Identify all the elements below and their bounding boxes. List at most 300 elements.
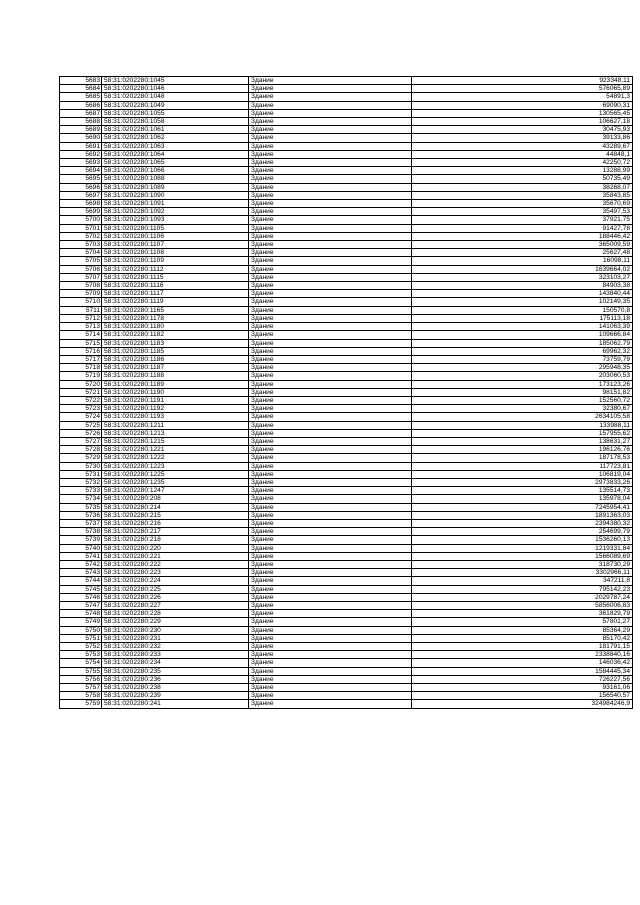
table-row	[60, 659, 633, 667]
cadastral-number-cell: 58:31:0202280:1119	[102, 298, 249, 306]
row-number-cell: 5719	[60, 372, 102, 380]
row-number-cell: 5709	[60, 290, 102, 298]
cadastral-number-cell: 58:31:0202280:1048	[102, 93, 249, 101]
cadastral-value-cell: 30475,93	[412, 126, 633, 134]
table-row	[60, 602, 633, 610]
cadastral-value-cell: 37921,75	[412, 216, 633, 224]
object-type-cell: Здание	[249, 675, 412, 683]
row-number-cell: 5708	[60, 282, 102, 290]
object-type-cell: Здание	[249, 118, 412, 126]
cadastral-value-cell: 152560,72	[412, 396, 633, 404]
cadastral-value-cell: 138631,27	[412, 437, 633, 445]
row-number-cell: 5704	[60, 249, 102, 257]
cadastral-value-cell: 1219331,84	[412, 544, 633, 552]
object-type-cell: Здание	[249, 355, 412, 363]
row-number-cell: 5755	[60, 667, 102, 675]
object-type-cell: Здание	[249, 659, 412, 667]
object-type-cell: Здание	[249, 265, 412, 273]
row-number-cell: 5688	[60, 118, 102, 126]
object-type-cell: Здание	[249, 396, 412, 404]
row-number-cell: 5705	[60, 257, 102, 265]
cadastral-value-cell: 44848,1	[412, 150, 633, 158]
cadastral-number-cell: 58:31:0202280:230	[102, 626, 249, 634]
cadastral-value-cell: 73759,79	[412, 355, 633, 363]
cadastral-value-cell: 91427,78	[412, 224, 633, 232]
row-number-cell: 5693	[60, 159, 102, 167]
cadastral-value-cell: 188446,42	[412, 232, 633, 240]
cadastral-number-cell: 58:31:0202280:216	[102, 519, 249, 527]
table-row	[60, 77, 633, 85]
cadastral-number-cell: 58:31:0202280:1062	[102, 134, 249, 142]
table-row	[60, 396, 633, 404]
cadastral-value-cell: 203060,53	[412, 372, 633, 380]
object-type-cell: Здание	[249, 134, 412, 142]
row-number-cell: 5722	[60, 396, 102, 404]
cadastral-number-cell: 58:31:0202280:1089	[102, 183, 249, 191]
row-number-cell: 5733	[60, 487, 102, 495]
row-number-cell: 5689	[60, 126, 102, 134]
table-row	[60, 478, 633, 486]
cadastral-number-cell: 58:31:0202280:1235	[102, 478, 249, 486]
table-row	[60, 528, 633, 536]
table-row	[60, 405, 633, 413]
row-number-cell: 5759	[60, 700, 102, 708]
row-number-cell: 5726	[60, 429, 102, 437]
object-type-cell: Здание	[249, 585, 412, 593]
cadastral-number-cell: 58:31:0202280:1188	[102, 372, 249, 380]
object-type-cell: Здание	[249, 495, 412, 503]
object-type-cell: Здание	[249, 560, 412, 568]
table-row	[60, 536, 633, 544]
table-row	[60, 667, 633, 675]
row-number-cell: 5729	[60, 454, 102, 462]
row-number-cell: 5739	[60, 536, 102, 544]
table-row	[60, 298, 633, 306]
object-type-cell: Здание	[249, 249, 412, 257]
object-type-cell: Здание	[249, 618, 412, 626]
row-number-cell: 5691	[60, 142, 102, 150]
table-row	[60, 232, 633, 240]
cadastral-number-cell: 58:31:0202280:1213	[102, 429, 249, 437]
table-row	[60, 651, 633, 659]
cadastral-number-cell: 58:31:0202280:1108	[102, 249, 249, 257]
cadastral-number-cell: 58:31:0202280:1187	[102, 364, 249, 372]
cadastral-number-cell: 58:31:0202280:228	[102, 610, 249, 618]
cadastral-number-cell: 58:31:0202280:208	[102, 495, 249, 503]
table-row	[60, 692, 633, 700]
cadastral-value-cell: 1584445,34	[412, 667, 633, 675]
table-row	[60, 249, 633, 257]
cadastral-number-cell: 58:31:0202280:1066	[102, 167, 249, 175]
table-row	[60, 470, 633, 478]
row-number-cell: 5725	[60, 421, 102, 429]
row-number-cell: 5683	[60, 77, 102, 85]
cadastral-number-cell: 58:31:0202280:1193	[102, 413, 249, 421]
cadastral-value-cell: 130565,45	[412, 109, 633, 117]
row-number-cell: 5699	[60, 208, 102, 216]
object-type-cell: Здание	[249, 109, 412, 117]
document-sheet	[59, 76, 633, 709]
cadastral-number-cell: 58:31:0202280:1064	[102, 150, 249, 158]
row-number-cell: 5696	[60, 183, 102, 191]
cadastral-number-cell: 58:31:0202280:1189	[102, 380, 249, 388]
cadastral-number-cell: 58:31:0202280:1190	[102, 388, 249, 396]
cadastral-value-cell: 923348,11	[412, 77, 633, 85]
object-type-cell: Здание	[249, 413, 412, 421]
cadastral-number-cell: 58:31:0202280:1182	[102, 331, 249, 339]
cadastral-value-cell: 2338840,16	[412, 651, 633, 659]
object-type-cell: Здание	[249, 232, 412, 240]
object-type-cell: Здание	[249, 142, 412, 150]
table-row	[60, 290, 633, 298]
object-type-cell: Здание	[249, 634, 412, 642]
cadastral-value-cell: 35497,53	[412, 208, 633, 216]
object-type-cell: Здание	[249, 208, 412, 216]
cadastral-number-cell: 58:31:0202280:1178	[102, 314, 249, 322]
cadastral-value-cell: 135978,04	[412, 495, 633, 503]
table-row	[60, 93, 633, 101]
cadastral-value-cell: 175113,18	[412, 314, 633, 322]
object-type-cell: Здание	[249, 183, 412, 191]
cadastral-number-cell: 58:31:0202280:1107	[102, 241, 249, 249]
object-type-cell: Здание	[249, 323, 412, 331]
cadastral-number-cell: 58:31:0202280:1091	[102, 200, 249, 208]
object-type-cell: Здание	[249, 593, 412, 601]
row-number-cell: 5715	[60, 339, 102, 347]
cadastral-value-cell: 50735,49	[412, 175, 633, 183]
object-type-cell: Здание	[249, 643, 412, 651]
cadastral-value-cell: 726227,56	[412, 675, 633, 683]
cadastral-value-cell: 35843,85	[412, 191, 633, 199]
object-type-cell: Здание	[249, 372, 412, 380]
object-type-cell: Здание	[249, 159, 412, 167]
cadastral-value-cell: 32380,67	[412, 405, 633, 413]
row-number-cell: 5702	[60, 232, 102, 240]
table-row	[60, 265, 633, 273]
cadastral-value-cell: 576065,89	[412, 85, 633, 93]
cadastral-value-cell: 69090,31	[412, 101, 633, 109]
table-row	[60, 134, 633, 142]
cadastral-number-cell: 58:31:0202280:1165	[102, 306, 249, 314]
row-number-cell: 5723	[60, 405, 102, 413]
cadastral-value-cell: 173123,26	[412, 380, 633, 388]
cadastral-number-cell: 58:31:0202280:1058	[102, 118, 249, 126]
cadastral-value-cell: 2029787,24	[412, 593, 633, 601]
table-row	[60, 282, 633, 290]
table-row	[60, 634, 633, 642]
cadastral-value-cell: 38268,07	[412, 183, 633, 191]
row-number-cell: 5741	[60, 552, 102, 560]
object-type-cell: Здание	[249, 569, 412, 577]
object-type-cell: Здание	[249, 536, 412, 544]
cadastral-number-cell: 58:31:0202280:214	[102, 503, 249, 511]
row-number-cell: 5732	[60, 478, 102, 486]
cadastral-value-cell: 13288,99	[412, 167, 633, 175]
row-number-cell: 5686	[60, 101, 102, 109]
table-row	[60, 273, 633, 281]
cadastral-number-cell: 58:31:0202280:1093	[102, 216, 249, 224]
row-number-cell: 5742	[60, 560, 102, 568]
cadastral-value-cell: 146036,42	[412, 659, 633, 667]
row-number-cell: 5749	[60, 618, 102, 626]
table-row	[60, 585, 633, 593]
cadastral-value-cell: 7245954,41	[412, 503, 633, 511]
table-row	[60, 552, 633, 560]
row-number-cell: 5703	[60, 241, 102, 249]
row-number-cell: 5746	[60, 593, 102, 601]
table-row	[60, 610, 633, 618]
cadastral-value-cell: 85170,42	[412, 634, 633, 642]
object-type-cell: Здание	[249, 331, 412, 339]
cadastral-value-cell: 16098,11	[412, 257, 633, 265]
row-number-cell: 5736	[60, 511, 102, 519]
cadastral-number-cell: 58:31:0202280:238	[102, 684, 249, 692]
cadastral-value-cell: 295948,35	[412, 364, 633, 372]
cadastral-value-cell: 2394380,32	[412, 519, 633, 527]
row-number-cell: 5724	[60, 413, 102, 421]
cadastral-number-cell: 58:31:0202280:1225	[102, 470, 249, 478]
cadastral-number-cell: 58:31:0202280:226	[102, 593, 249, 601]
table-row	[60, 421, 633, 429]
cadastral-number-cell: 58:31:0202280:225	[102, 585, 249, 593]
cadastral-number-cell: 58:31:0202280:1186	[102, 355, 249, 363]
cadastral-number-cell: 58:31:0202280:1055	[102, 109, 249, 117]
object-type-cell: Здание	[249, 446, 412, 454]
row-number-cell: 5737	[60, 519, 102, 527]
cadastral-value-cell: 102149,35	[412, 298, 633, 306]
object-type-cell: Здание	[249, 273, 412, 281]
table-row	[60, 495, 633, 503]
row-number-cell: 5697	[60, 191, 102, 199]
cadastral-value-cell: 117723,81	[412, 462, 633, 470]
table-row	[60, 618, 633, 626]
table-row	[60, 560, 633, 568]
cadastral-value-cell: 5856006,83	[412, 602, 633, 610]
table-row	[60, 569, 633, 577]
row-number-cell: 5717	[60, 355, 102, 363]
table-row	[60, 183, 633, 191]
cadastral-value-cell: 135514,73	[412, 487, 633, 495]
object-type-cell: Здание	[249, 298, 412, 306]
row-number-cell: 5716	[60, 347, 102, 355]
cadastral-value-cell: 98151,82	[412, 388, 633, 396]
object-type-cell: Здание	[249, 610, 412, 618]
object-type-cell: Здание	[249, 429, 412, 437]
object-type-cell: Здание	[249, 478, 412, 486]
object-type-cell: Здание	[249, 511, 412, 519]
cadastral-number-cell: 58:31:0202280:236	[102, 675, 249, 683]
cadastral-value-cell: 157955,62	[412, 429, 633, 437]
cadastral-value-cell: 1536260,13	[412, 536, 633, 544]
object-type-cell: Здание	[249, 487, 412, 495]
table-row	[60, 142, 633, 150]
object-type-cell: Здание	[249, 454, 412, 462]
row-number-cell: 5744	[60, 577, 102, 585]
row-number-cell: 5690	[60, 134, 102, 142]
table-row	[60, 175, 633, 183]
cadastral-number-cell: 58:31:0202280:1222	[102, 454, 249, 462]
cadastral-number-cell: 58:31:0202280:1185	[102, 347, 249, 355]
table-row	[60, 126, 633, 134]
cadastral-value-cell: 143840,44	[412, 290, 633, 298]
row-number-cell: 5707	[60, 273, 102, 281]
cadastral-value-cell: 323103,27	[412, 273, 633, 281]
cadastral-value-cell: 150570,8	[412, 306, 633, 314]
table-row	[60, 339, 633, 347]
row-number-cell: 5757	[60, 684, 102, 692]
object-type-cell: Здание	[249, 282, 412, 290]
cadastral-number-cell: 58:31:0202280:1115	[102, 273, 249, 281]
object-type-cell: Здание	[249, 167, 412, 175]
cadastral-value-cell: 347211,8	[412, 577, 633, 585]
cadastral-number-cell: 58:31:0202280:233	[102, 651, 249, 659]
cadastral-value-cell: 795142,23	[412, 585, 633, 593]
object-type-cell: Здание	[249, 667, 412, 675]
table-row	[60, 355, 633, 363]
cadastral-number-cell: 58:31:0202280:1109	[102, 257, 249, 265]
row-number-cell: 5753	[60, 651, 102, 659]
cadastral-value-cell: 181791,15	[412, 643, 633, 651]
table-row	[60, 331, 633, 339]
table-row	[60, 150, 633, 158]
object-type-cell: Здание	[249, 257, 412, 265]
table-row	[60, 314, 633, 322]
object-type-cell: Здание	[249, 577, 412, 585]
row-number-cell: 5710	[60, 298, 102, 306]
cadastral-number-cell: 58:31:0202280:1061	[102, 126, 249, 134]
table-row	[60, 413, 633, 421]
row-number-cell: 5743	[60, 569, 102, 577]
object-type-cell: Здание	[249, 216, 412, 224]
table-row	[60, 208, 633, 216]
cadastral-number-cell: 58:31:0202280:1105	[102, 224, 249, 232]
object-type-cell: Здание	[249, 388, 412, 396]
cadastral-number-cell: 58:31:0202280:1045	[102, 77, 249, 85]
cadastral-value-cell: 109666,84	[412, 331, 633, 339]
cadastral-number-cell: 58:31:0202280:215	[102, 511, 249, 519]
cadastral-number-cell: 58:31:0202280:1063	[102, 142, 249, 150]
table-row	[60, 257, 633, 265]
row-number-cell: 5750	[60, 626, 102, 634]
table-row	[60, 347, 633, 355]
row-number-cell: 5711	[60, 306, 102, 314]
cadastral-value-cell: 43289,67	[412, 142, 633, 150]
object-type-cell: Здание	[249, 150, 412, 158]
cadastral-value-cell: 54891,3	[412, 93, 633, 101]
table-row	[60, 544, 633, 552]
table-row	[60, 224, 633, 232]
row-number-cell: 5730	[60, 462, 102, 470]
table-row	[60, 109, 633, 117]
cadastral-value-cell: 2634105,58	[412, 413, 633, 421]
row-number-cell: 5714	[60, 331, 102, 339]
object-type-cell: Здание	[249, 339, 412, 347]
row-number-cell: 5751	[60, 634, 102, 642]
table-row	[60, 191, 633, 199]
cadastral-value-cell: 93161,06	[412, 684, 633, 692]
object-type-cell: Здание	[249, 85, 412, 93]
row-number-cell: 5695	[60, 175, 102, 183]
row-number-cell: 5754	[60, 659, 102, 667]
cadastral-value-cell: 133988,11	[412, 421, 633, 429]
row-number-cell: 5700	[60, 216, 102, 224]
row-number-cell: 5738	[60, 528, 102, 536]
cadastral-number-cell: 58:31:0202280:1117	[102, 290, 249, 298]
row-number-cell: 5698	[60, 200, 102, 208]
table-row	[60, 372, 633, 380]
row-number-cell: 5687	[60, 109, 102, 117]
cadastral-number-cell: 58:31:0202280:224	[102, 577, 249, 585]
cadastral-number-cell: 58:31:0202280:1221	[102, 446, 249, 454]
object-type-cell: Здание	[249, 519, 412, 527]
table-row	[60, 675, 633, 683]
cadastral-number-cell: 58:31:0202280:1090	[102, 191, 249, 199]
cadastral-number-cell: 58:31:0202280:1192	[102, 405, 249, 413]
object-type-cell: Здание	[249, 347, 412, 355]
cadastral-value-cell: 361829,79	[412, 610, 633, 618]
row-number-cell: 5758	[60, 692, 102, 700]
cadastral-value-cell: 3302966,11	[412, 569, 633, 577]
table-row	[60, 167, 633, 175]
cadastral-value-cell: 57801,27	[412, 618, 633, 626]
row-number-cell: 5727	[60, 437, 102, 445]
cadastral-value-cell: 185062,79	[412, 339, 633, 347]
object-type-cell: Здание	[249, 544, 412, 552]
table-row	[60, 364, 633, 372]
cadastral-number-cell: 58:31:0202280:1116	[102, 282, 249, 290]
table-row	[60, 306, 633, 314]
object-type-cell: Здание	[249, 306, 412, 314]
object-type-cell: Здание	[249, 77, 412, 85]
cadastral-number-cell: 58:31:0202280:1065	[102, 159, 249, 167]
object-type-cell: Здание	[249, 651, 412, 659]
cadastral-number-cell: 58:31:0202280:218	[102, 536, 249, 544]
object-type-cell: Здание	[249, 437, 412, 445]
cadastral-number-cell: 58:31:0202280:234	[102, 659, 249, 667]
row-number-cell: 5718	[60, 364, 102, 372]
cadastral-number-cell: 58:31:0202280:1049	[102, 101, 249, 109]
cadastral-value-cell: 156540,57	[412, 692, 633, 700]
cadastral-value-cell: 1891363,03	[412, 511, 633, 519]
object-type-cell: Здание	[249, 552, 412, 560]
cadastral-value-cell: 106819,04	[412, 470, 633, 478]
table-row	[60, 241, 633, 249]
table-row	[60, 626, 633, 634]
table-row	[60, 429, 633, 437]
table-row	[60, 446, 633, 454]
object-type-cell: Здание	[249, 175, 412, 183]
cadastral-value-cell: 35670,69	[412, 200, 633, 208]
object-type-cell: Здание	[249, 93, 412, 101]
cadastral-value-cell: 254699,79	[412, 528, 633, 536]
cadastral-value-cell: 141063,39	[412, 323, 633, 331]
object-type-cell: Здание	[249, 700, 412, 708]
cadastral-value-cell: 42250,72	[412, 159, 633, 167]
cadastral-value-cell: 196126,76	[412, 446, 633, 454]
cadastral-number-cell: 58:31:0202280:1180	[102, 323, 249, 331]
row-number-cell: 5752	[60, 643, 102, 651]
table-row	[60, 643, 633, 651]
row-number-cell: 5685	[60, 93, 102, 101]
table-row	[60, 323, 633, 331]
cadastral-value-cell: 1566089,69	[412, 552, 633, 560]
object-type-cell: Здание	[249, 692, 412, 700]
cadastral-value-cell: 187178,53	[412, 454, 633, 462]
row-number-cell: 5747	[60, 602, 102, 610]
cadastral-number-cell: 58:31:0202280:239	[102, 692, 249, 700]
row-number-cell: 5748	[60, 610, 102, 618]
table-row	[60, 388, 633, 396]
